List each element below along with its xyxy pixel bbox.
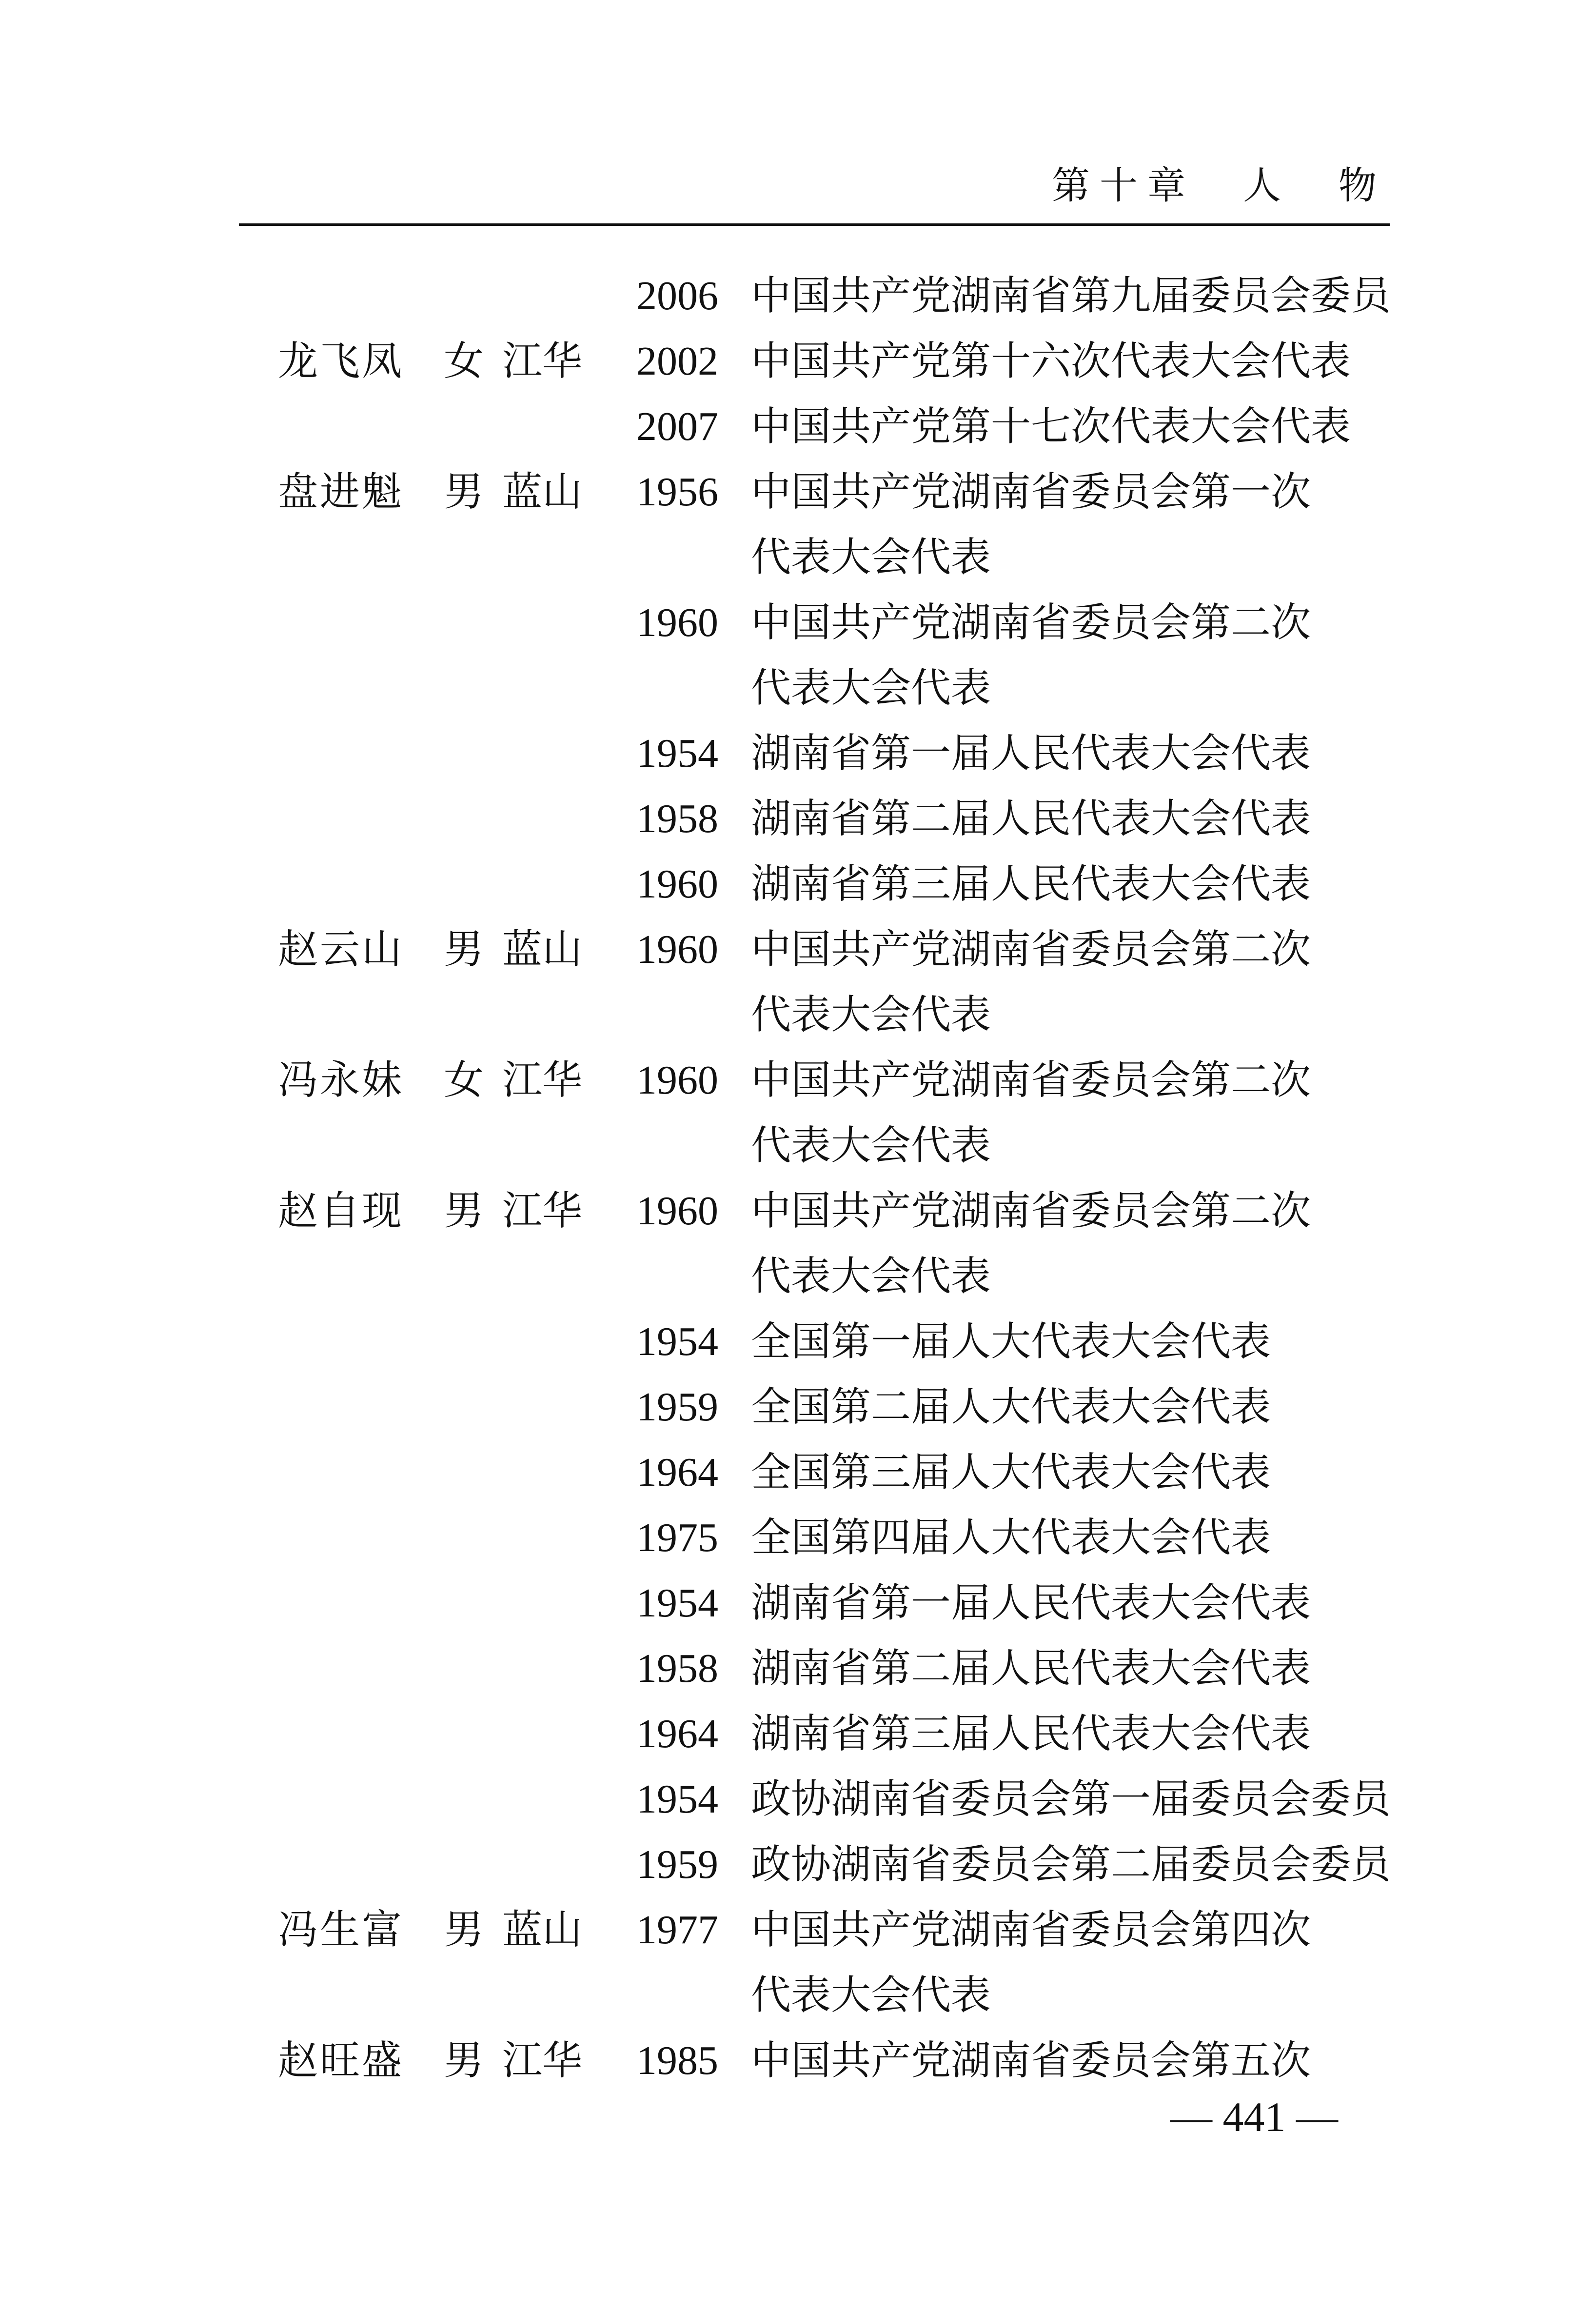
position-title: 代表大会代表	[751, 992, 991, 1038]
table-row	[278, 1963, 1399, 2028]
year: 1960	[636, 927, 718, 972]
county: 蓝山	[502, 1907, 583, 1953]
table-row	[278, 852, 1399, 917]
county: 江华	[502, 1188, 583, 1234]
county: 江华	[502, 1057, 583, 1103]
year: 1975	[636, 1515, 718, 1560]
table-row	[278, 1048, 1399, 1113]
position-title: 中国共产党湖南省委员会第一次	[751, 469, 1311, 515]
position-title: 湖南省第一届人民代表大会代表	[751, 730, 1311, 777]
person-name: 赵云山	[278, 926, 404, 973]
gender: 女	[444, 338, 484, 384]
position-title: 中国共产党湖南省委员会第二次	[751, 1188, 1311, 1234]
county: 蓝山	[502, 469, 583, 515]
position-title: 代表大会代表	[751, 1972, 991, 2018]
position-title: 政协湖南省委员会第一届委员会委员	[751, 1776, 1391, 1822]
table-row	[278, 721, 1399, 786]
position-title: 代表大会代表	[751, 534, 991, 580]
person-name: 盘进魁	[278, 469, 404, 515]
position-title: 代表大会代表	[751, 665, 991, 711]
position-title: 中国共产党湖南省委员会第二次	[751, 926, 1311, 973]
gender: 男	[444, 926, 484, 973]
position-title: 全国第三届人大代表大会代表	[751, 1449, 1271, 1495]
table-row	[278, 2028, 1399, 2094]
position-title: 全国第一届人大代表大会代表	[751, 1318, 1271, 1365]
table-row	[278, 1571, 1399, 1636]
table-row	[278, 1178, 1399, 1244]
table-row	[278, 786, 1399, 852]
year: 1954	[636, 1776, 718, 1822]
gender: 男	[444, 1188, 484, 1234]
table-row	[278, 263, 1399, 329]
position-title: 中国共产党湖南省委员会第二次	[751, 599, 1311, 646]
table-row	[278, 1767, 1399, 1832]
position-title: 全国第四届人大代表大会代表	[751, 1515, 1271, 1561]
person-name: 赵自现	[278, 1188, 404, 1234]
position-title: 中国共产党湖南省委员会第二次	[751, 1057, 1311, 1103]
table-row	[278, 394, 1399, 459]
gender: 男	[444, 2037, 484, 2084]
year: 1960	[636, 861, 718, 907]
running-head: 第十章 人 物	[1051, 164, 1386, 208]
year: 2006	[636, 273, 718, 319]
table-row	[278, 525, 1399, 590]
table-row	[278, 1113, 1399, 1178]
year: 1960	[636, 600, 718, 645]
year: 1960	[636, 1057, 718, 1103]
year: 1964	[636, 1711, 718, 1756]
table-row	[278, 1897, 1399, 1963]
table-row	[278, 656, 1399, 721]
representatives-table	[278, 263, 1399, 2094]
person-name: 赵旺盛	[278, 2037, 404, 2084]
person-name: 冯永妹	[278, 1057, 404, 1103]
position-title: 中国共产党第十六次代表大会代表	[751, 338, 1351, 384]
table-row	[278, 590, 1399, 656]
year: 2007	[636, 404, 718, 449]
position-title: 湖南省第三届人民代表大会代表	[751, 1711, 1311, 1757]
position-title: 湖南省第二届人民代表大会代表	[751, 796, 1311, 842]
table-row	[278, 1832, 1399, 1897]
position-title: 中国共产党湖南省委员会第五次	[751, 2037, 1311, 2084]
year: 1954	[636, 731, 718, 776]
person-name: 冯生富	[278, 1907, 404, 1953]
year: 1956	[636, 469, 718, 515]
table-row	[278, 1440, 1399, 1505]
table-row	[278, 1505, 1399, 1571]
table-row	[278, 329, 1399, 394]
position-title: 中国共产党第十七次代表大会代表	[751, 403, 1351, 450]
table-row	[278, 917, 1399, 982]
year: 2002	[636, 339, 718, 384]
year: 1958	[636, 796, 718, 841]
gender: 男	[444, 469, 484, 515]
table-row	[278, 1309, 1399, 1375]
table-row	[278, 459, 1399, 525]
table-row	[278, 1375, 1399, 1440]
year: 1960	[636, 1188, 718, 1234]
gender: 女	[444, 1057, 484, 1103]
position-title: 中国共产党湖南省委员会第四次	[751, 1907, 1311, 1953]
year: 1977	[636, 1907, 718, 1953]
table-row	[278, 982, 1399, 1048]
year: 1959	[636, 1384, 718, 1430]
table-row	[278, 1636, 1399, 1701]
table-row	[278, 1701, 1399, 1767]
position-title: 中国共产党湖南省第九届委员会委员	[751, 273, 1391, 319]
county: 江华	[502, 338, 583, 384]
position-title: 湖南省第二届人民代表大会代表	[751, 1645, 1311, 1692]
year: 1958	[636, 1646, 718, 1691]
table-row	[278, 1244, 1399, 1309]
county: 蓝山	[502, 926, 583, 973]
year: 1959	[636, 1842, 718, 1887]
year: 1954	[636, 1580, 718, 1626]
header-rule	[239, 223, 1390, 226]
year: 1985	[636, 2038, 718, 2083]
position-title: 代表大会代表	[751, 1253, 991, 1299]
position-title: 政协湖南省委员会第二届委员会委员	[751, 1841, 1391, 1888]
person-name: 龙飞凤	[278, 338, 404, 384]
position-title: 代表大会代表	[751, 1122, 991, 1169]
position-title: 全国第二届人大代表大会代表	[751, 1384, 1271, 1430]
page-number: — 441 —	[1170, 2094, 1338, 2140]
position-title: 湖南省第三届人民代表大会代表	[751, 861, 1311, 907]
year: 1954	[636, 1319, 718, 1364]
gender: 男	[444, 1907, 484, 1953]
position-title: 湖南省第一届人民代表大会代表	[751, 1580, 1311, 1626]
county: 江华	[502, 2037, 583, 2084]
year: 1964	[636, 1450, 718, 1495]
